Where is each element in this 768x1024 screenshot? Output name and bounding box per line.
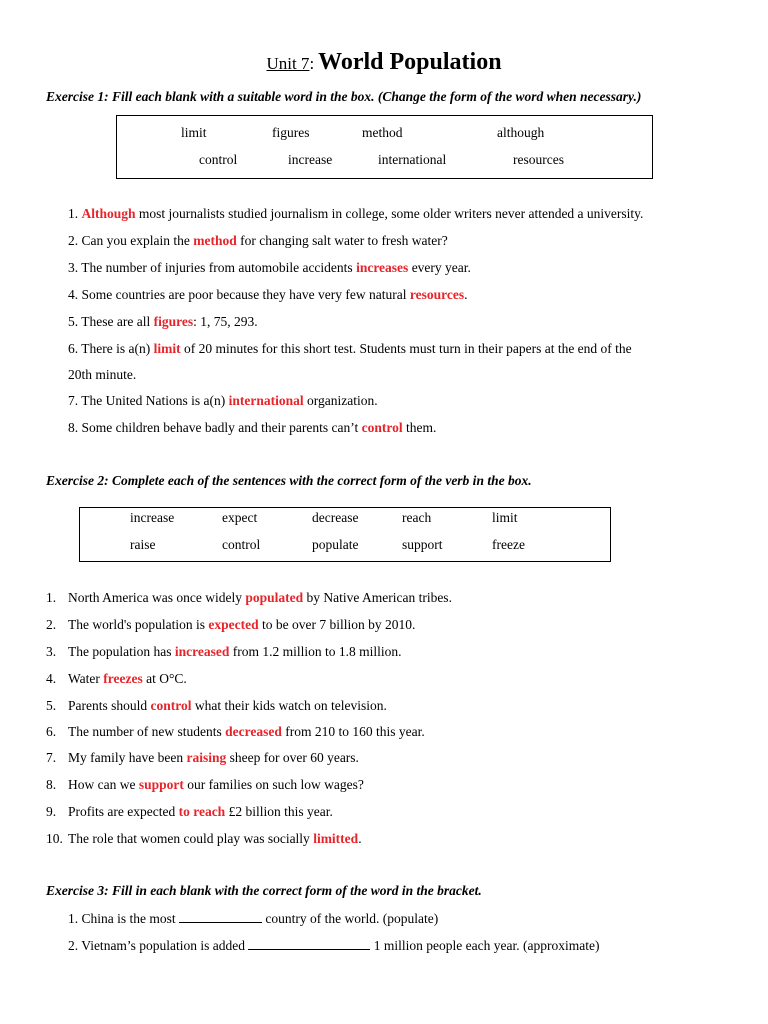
verb-box-item: decrease — [312, 510, 359, 525]
answer: figures — [153, 314, 194, 329]
exercise-3-heading: Exercise 3: Fill in each blank with the correct form of the word in the bracket. — [46, 883, 482, 898]
exercise-2-heading: Exercise 2: Complete each of the sentences with the correct form of the verb in the box. — [46, 473, 532, 488]
answer: decreased — [225, 724, 282, 739]
exercise-2-item: 3. The population has increased from 1.2 million to 1.8 million. — [46, 644, 402, 659]
word-box-item: method — [362, 125, 403, 140]
answer: populated — [245, 590, 304, 605]
answer: support — [138, 777, 184, 792]
word-box-item: although — [497, 125, 545, 140]
verb-box-item: expect — [222, 510, 258, 525]
title-colon: : — [309, 54, 315, 73]
answer: freezes — [103, 671, 143, 686]
word-box-item: increase — [288, 152, 333, 167]
exercise-1-item-continuation: 20th minute. — [68, 367, 137, 382]
answer: limit — [153, 341, 181, 356]
exercise-2-item: 4. Water freezes at O°C. — [46, 671, 187, 686]
verb-box-item: raise — [130, 537, 156, 552]
word-box-item: figures — [272, 125, 310, 140]
exercise-1-item: 5. These are all figures: 1, 75, 293. — [68, 314, 258, 329]
answer: increased — [174, 644, 230, 659]
title-main: World Population — [318, 49, 502, 75]
answer: increases — [356, 260, 409, 275]
word-box-item: resources — [513, 152, 564, 167]
exercise-3-item: 1. China is the most country of the world. (populate) — [68, 911, 439, 926]
word-box-item: control — [199, 152, 238, 167]
exercise-1-item: 7. The United Nations is a(n) international organization. — [68, 393, 378, 408]
answer-blank[interactable] — [179, 910, 262, 923]
exercise-2-item: 1. North America was once widely populated by Native American tribes. — [46, 590, 452, 605]
exercise-1-item: 4. Some countries are poor because they have very few natural resources. — [68, 287, 468, 302]
verb-box-item: increase — [130, 510, 175, 525]
verb-box-item: reach — [402, 510, 432, 525]
exercise-2-item: 2. The world's population is expected to be over 7 billion by 2010. — [46, 617, 416, 632]
exercise-1-heading: Exercise 1: Fill each blank with a suitable word in the box. (Change the form of the word when necessary.) — [46, 89, 642, 104]
answer: international — [228, 393, 304, 408]
verb-box-item: limit — [492, 510, 518, 525]
exercise-2-verb-box — [79, 507, 611, 562]
exercise-1-item: 1. Although most journalists studied journalism in college, some older writers never attended a university. — [68, 206, 644, 221]
answer: control — [150, 698, 192, 713]
exercise-2-item: 9. Profits are expected to reach £2 billion this year. — [46, 804, 333, 819]
exercise-1-word-box — [116, 115, 653, 179]
exercise-2-item: 7. My family have been raising sheep for over 60 years. — [46, 750, 359, 765]
word-box-item: limit — [181, 125, 207, 140]
verb-box-item: populate — [312, 537, 359, 552]
answer: expected — [208, 617, 259, 632]
exercise-1-item: 6. There is a(n) limit of 20 minutes for this short test. Students must turn in their papers at the end of the — [68, 341, 632, 356]
answer: to reach — [178, 804, 226, 819]
exercise-2-item: 6. The number of new students decreased from 210 to 160 this year. — [46, 724, 425, 739]
exercise-3-item: 2. Vietnam’s population is added 1 million people each year. (approximate) — [68, 938, 600, 953]
exercise-1-item: 3. The number of injuries from automobile accidents increases every year. — [68, 260, 471, 275]
answer: resources — [409, 287, 465, 302]
page-title — [0, 46, 768, 81]
verb-box-item: support — [402, 537, 443, 552]
exercise-1-item: 8. Some children behave badly and their parents can’t control them. — [68, 420, 437, 435]
unit-label: Unit 7 — [266, 54, 310, 73]
exercise-2-item: 10. The role that women could play was socially limitted. — [46, 831, 362, 846]
answer: control — [361, 420, 403, 435]
exercise-1-item: 2. Can you explain the method for changing salt water to fresh water? — [68, 233, 448, 248]
verb-box-item: control — [222, 537, 261, 552]
word-box-item: international — [378, 152, 447, 167]
exercise-2-item: 5. Parents should control what their kids watch on television. — [46, 698, 387, 713]
answer-blank[interactable] — [248, 937, 370, 950]
answer: raising — [186, 750, 227, 765]
answer: method — [193, 233, 237, 248]
answer: Although — [81, 206, 136, 221]
verb-box-item: freeze — [492, 537, 525, 552]
answer: limitted — [313, 831, 359, 846]
exercise-2-item: 8. How can we support our families on such low wages? — [46, 777, 364, 792]
